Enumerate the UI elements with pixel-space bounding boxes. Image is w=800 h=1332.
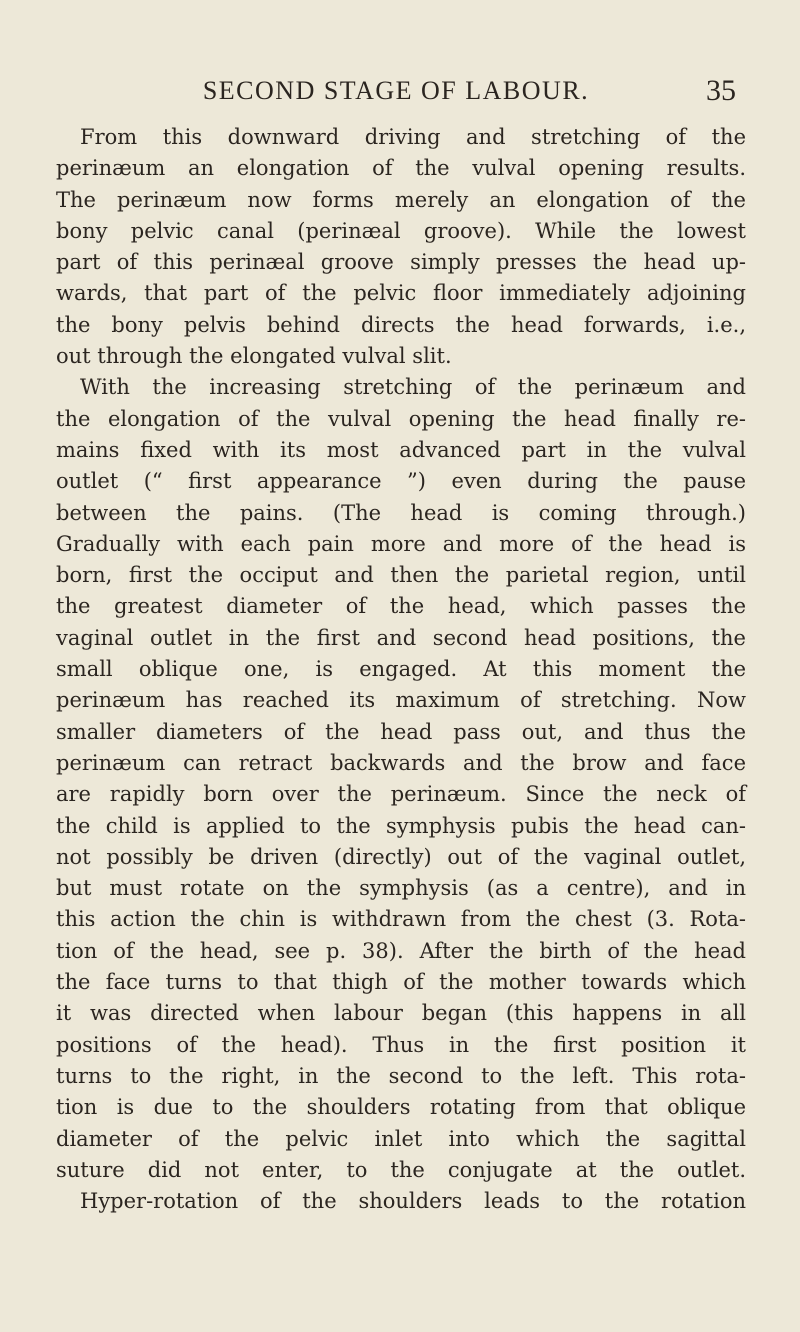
text-line: vaginal outlet in the first and second head positions, the [56,625,746,650]
text-line: With the increasing stretching of the perinæum and [80,375,746,400]
text-line: tion is due to the shoulders rotating from that oblique [56,1095,746,1120]
text-line: the face turns to that thigh of the mother towards which [56,970,746,995]
text-line: bony pelvic canal (perinæal groove). While the lowest [56,218,746,243]
text-line: the elongation of the vulval opening the head finally re- [56,406,746,431]
text-line: perinæum can retract backwards and the brow and face [56,750,746,775]
text-line: wards, that part of the pelvic floor immediately adjoining [56,281,746,306]
text-line: part of this perinæal groove simply presses the head up- [56,250,746,275]
text-line: small oblique one, is engaged. At this moment the [56,657,746,682]
text-line: perinæum has reached its maximum of stretching. Now [56,688,746,713]
body-text [56,122,746,1217]
text-line: the bony pelvis behind directs the head forwards, i.e., [56,312,746,337]
text-line: The perinæum now forms merely an elongation of the [56,187,746,212]
text-line: turns to the right, in the second to the left. This rota- [56,1063,746,1088]
text-line: the greatest diameter of the head, which passes the [56,594,746,619]
text-line: Hyper-rotation of the shoulders leads to the rotation [80,1189,746,1214]
page-number: 35 [706,74,736,107]
text-line: tion of the head, see p. 38). After the birth of the head [56,938,746,963]
text-line: positions of the head). Thus in the first position it [56,1032,746,1057]
text-line: out through the elongated vulval slit. [56,344,452,369]
text-line: smaller diameters of the head pass out, and thus the [56,719,746,744]
text-line: diameter of the pelvic inlet into which the sagittal [56,1126,746,1151]
text-line: From this downward driving and stretching of the [80,125,746,149]
text-line: born, first the occiput and then the parietal region, until [56,563,746,588]
text-line: Gradually with each pain more and more of the head is [56,531,746,556]
text-line: the child is applied to the symphysis pubis the head can- [56,813,746,838]
text-line: not possibly be driven (directly) out of the vaginal outlet, [56,844,746,869]
text-line: between the pains. (The head is coming through.) [56,500,746,525]
text-line: suture did not enter, to the conjugate at the outlet. [56,1157,746,1182]
text-line: outlet (“ first appearance ”) even during the pause [56,469,746,494]
text-line: are rapidly born over the perinæum. Since the neck of [56,782,746,807]
page-header [56,76,736,116]
text-line: perinæum an elongation of the vulval opening results. [56,156,746,181]
text-line: mains fixed with its most advanced part in the vulval [56,437,746,462]
running-head: SECOND STAGE OF LABOUR. [202,76,590,105]
text-line: it was directed when labour began (this happens in all [56,1001,746,1026]
text-line: but must rotate on the symphysis (as a centre), and in [56,876,746,901]
text-line: this action the chin is withdrawn from the chest (3. Rota- [56,907,746,932]
